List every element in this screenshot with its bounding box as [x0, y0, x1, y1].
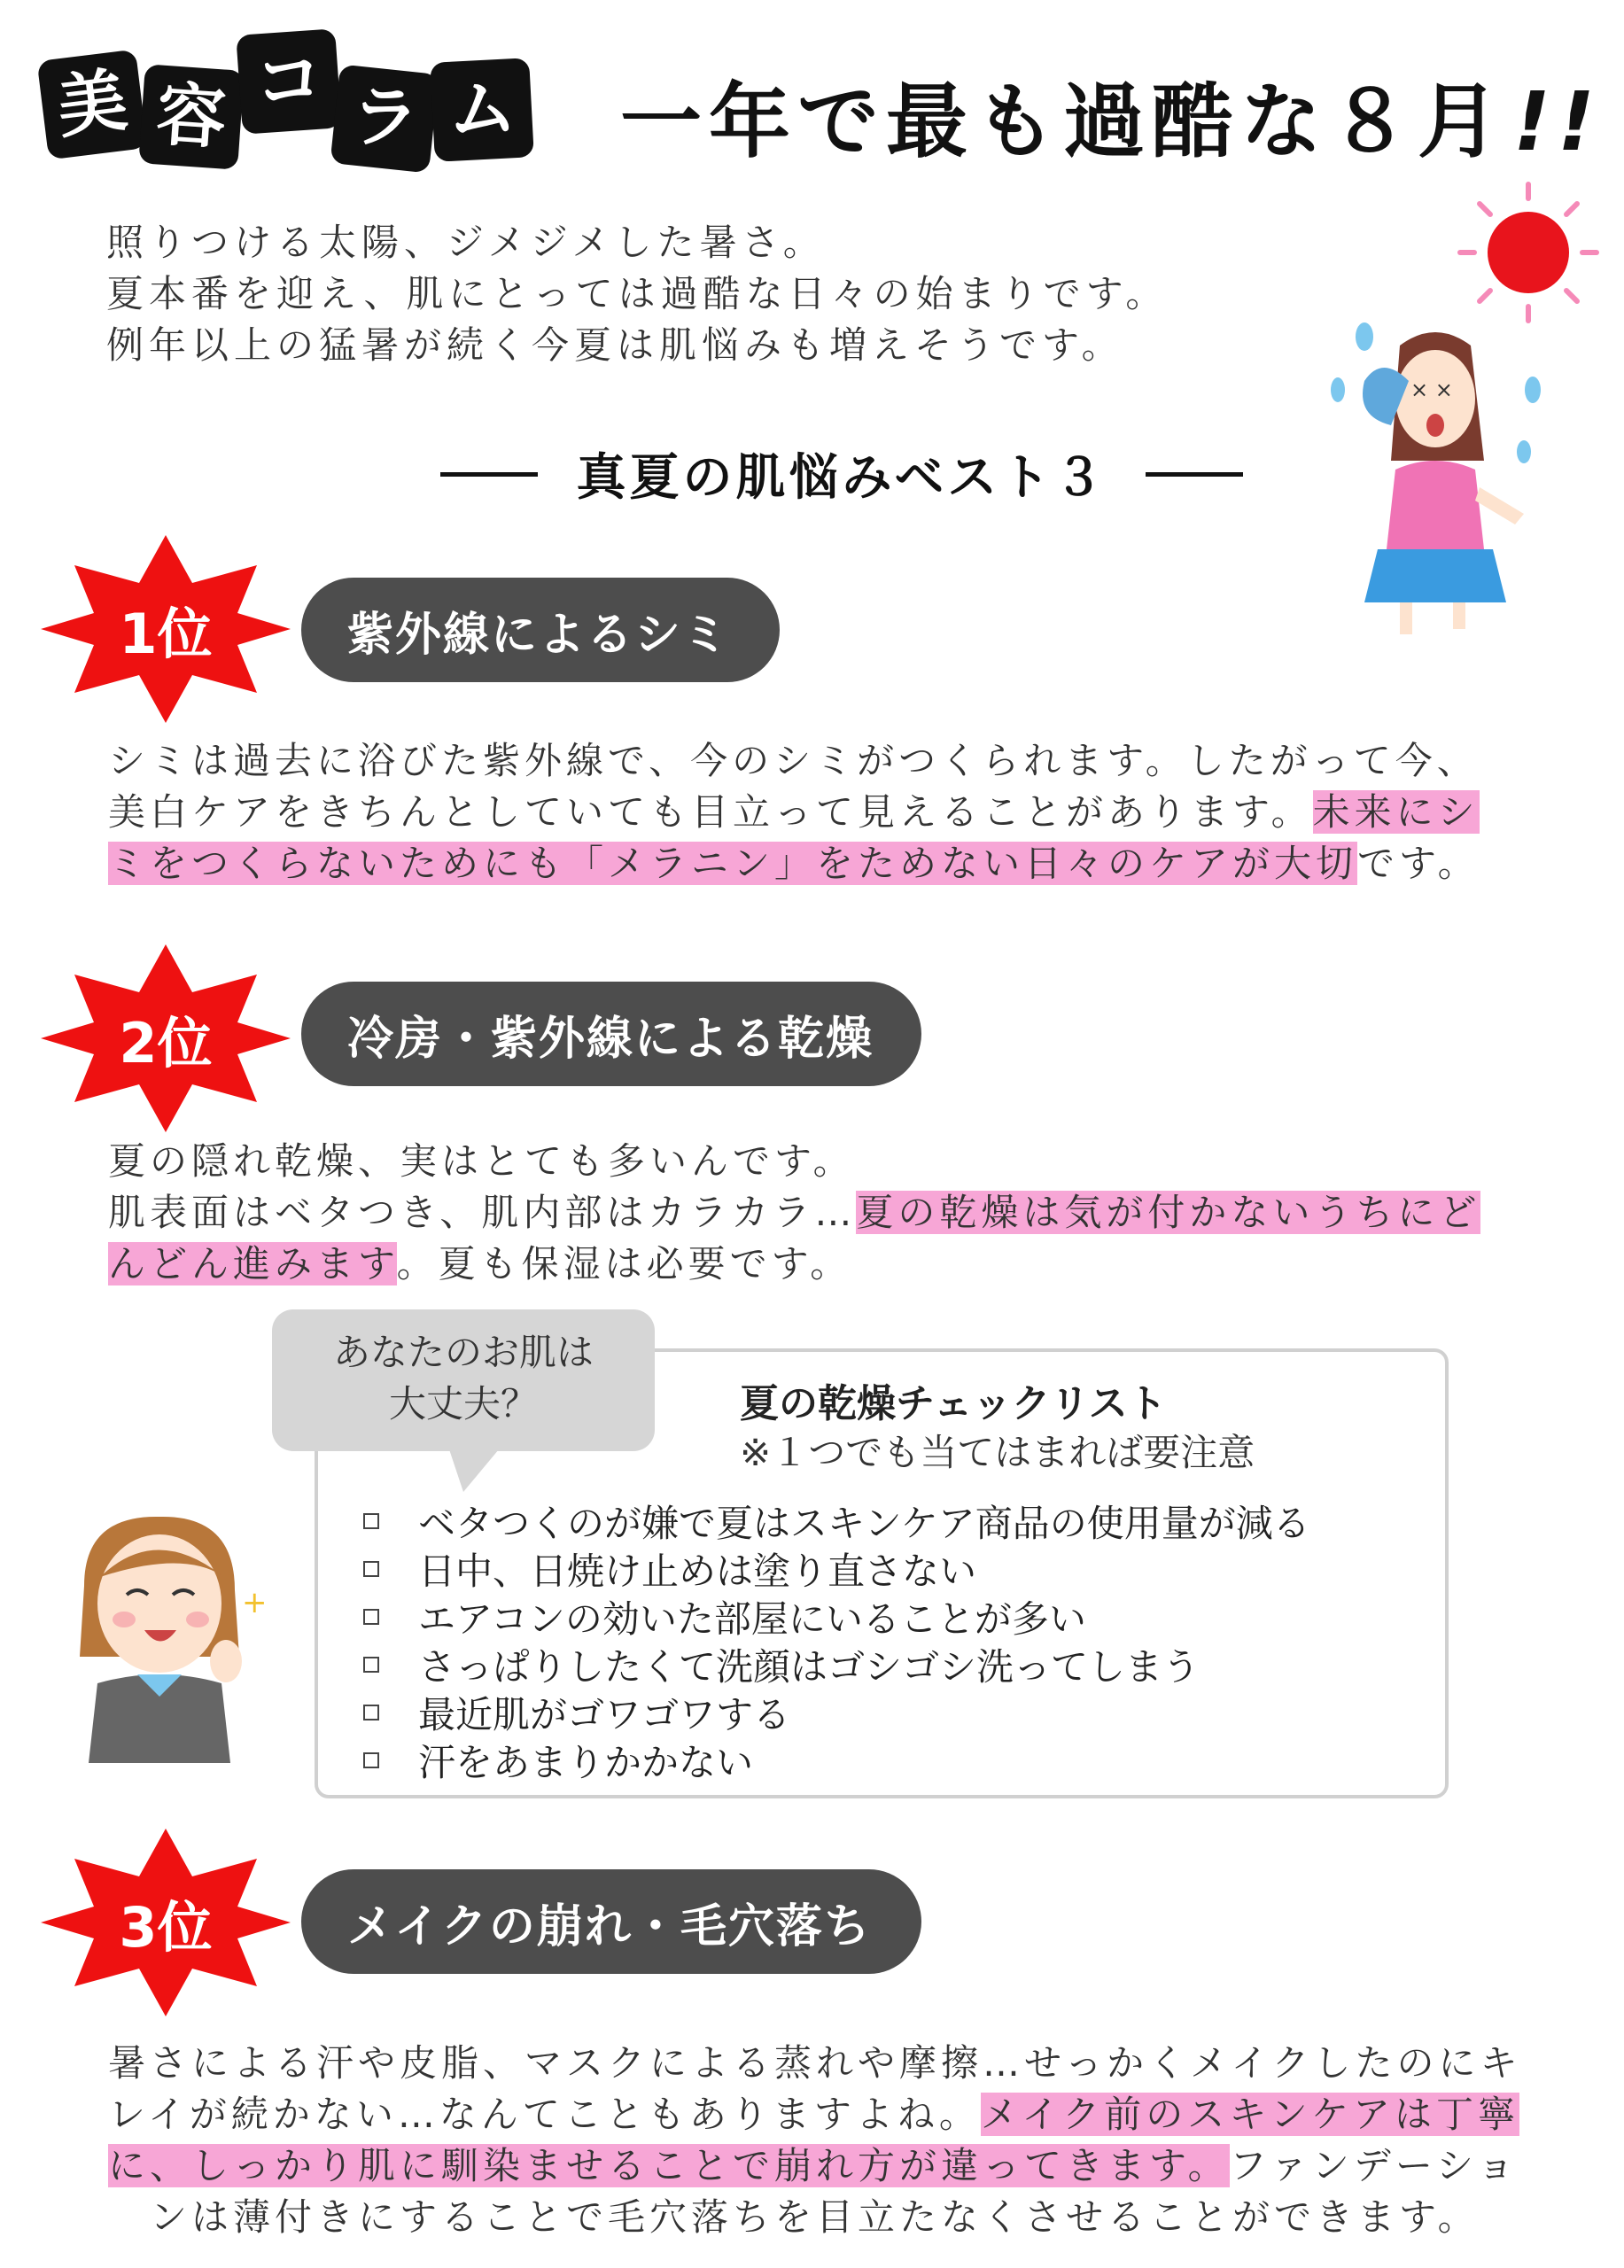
checklist-item[interactable]	[363, 1641, 1310, 1689]
best-three-heading	[434, 439, 1249, 509]
intro-line: 照りつける太陽、ジメジメした暑さ。	[106, 221, 826, 264]
checklist-item[interactable]	[363, 1736, 1310, 1784]
sweating-woman-illustration	[1302, 284, 1568, 647]
title-tile: コ	[236, 28, 342, 135]
checklist-item-label: 日中、日焼け止めは塗り直さない	[418, 1550, 977, 1593]
headline-exclamation: !!	[1513, 74, 1602, 169]
checkbox[interactable]	[363, 1609, 379, 1625]
bubble-line: 大丈夫？	[388, 1382, 538, 1425]
checklist-item[interactable]	[363, 1593, 1310, 1641]
text-line	[108, 735, 1588, 787]
checklist-item[interactable]	[363, 1689, 1310, 1736]
text-line	[108, 2192, 1588, 2243]
text-segment: ンは薄付きにすることで毛穴落ちを目立たなくさせることができます。	[108, 2195, 1480, 2239]
rank-label: 2位	[119, 1010, 213, 1076]
rank-label: 3位	[119, 1894, 213, 1960]
headline-text: 一年で最も過酷な８月	[620, 74, 1507, 169]
title-tile: ム	[430, 58, 534, 162]
highlighted-text: 夏の乾燥は気が付かないうちにど	[856, 1191, 1481, 1234]
text-line	[108, 2140, 1588, 2192]
checklist-item-label: エアコンの効いた部屋にいることが多い	[418, 1597, 1086, 1641]
title-tile: 容	[138, 64, 245, 170]
highlighted-text: ミをつくらないためにも「メラニン」をためない日々のケアが大切	[108, 842, 1358, 885]
checklist-item[interactable]	[363, 1545, 1310, 1593]
heading-rule	[440, 472, 538, 477]
text-segment: レイが続かない…なんてこともありますよね。	[108, 2093, 981, 2136]
rank-title-3: メイクの崩れ・毛穴落ち	[301, 1869, 921, 1974]
title-tile: ラ	[330, 64, 439, 173]
highlighted-text: メイク前のスキンケアは丁寧	[980, 2093, 1519, 2136]
checklist	[363, 1497, 1310, 1784]
title-tile: 美	[37, 50, 148, 160]
rank-badge-2	[37, 941, 294, 1136]
text-line	[108, 787, 1588, 838]
text-segment: シミは過去に浴びた紫外線で、今のシミがつくられます。したがって今、	[108, 739, 1479, 782]
checklist-title: 夏の乾燥チェックリスト	[740, 1381, 1167, 1426]
intro-text	[106, 217, 1168, 371]
checkbox[interactable]	[363, 1561, 379, 1577]
text-segment: 夏の隠れ乾燥、実はとても多いんです。	[108, 1139, 855, 1183]
highlighted-text: んどん進みます	[108, 1242, 397, 1285]
checklist-item-label: ベタつくのが嫌で夏はスキンケア商品の使用量が減る	[418, 1502, 1310, 1545]
svg-text:× ×: × ×	[1410, 377, 1453, 402]
checkbox[interactable]	[363, 1657, 379, 1673]
rank-3-text	[108, 2038, 1588, 2243]
rank-badge-3	[37, 1825, 294, 2020]
checkbox[interactable]	[363, 1513, 379, 1529]
bubble-line: あなたのお肌は	[332, 1331, 594, 1374]
checkbox[interactable]	[363, 1752, 379, 1768]
highlighted-text: 未来にシ	[1312, 790, 1480, 834]
rank-title-2: 冷房・紫外線による乾燥	[301, 982, 921, 1086]
intro-line: 夏本番を迎え、肌にとっては過酷な日々の始まりです。	[106, 272, 1169, 315]
text-segment: です。	[1357, 842, 1480, 885]
highlighted-text: に、しっかり肌に馴染ませることで崩れ方が違ってきます。	[108, 2144, 1230, 2187]
text-line	[108, 1136, 1588, 1187]
text-line	[108, 2089, 1588, 2140]
bubble-tail	[449, 1449, 499, 1492]
heading-rule	[1146, 472, 1243, 477]
advisor-woman-illustration	[49, 1506, 270, 1763]
rank-label: 1位	[119, 601, 213, 666]
rank-2-text	[108, 1136, 1588, 1290]
text-segment: 。夏も保湿は必要です。	[396, 1242, 852, 1285]
text-segment: 美白ケアをきちんとしていても目立って見えることがあります。	[108, 790, 1313, 834]
rank-badge-1	[37, 532, 294, 726]
rank-title-1: 紫外線によるシミ	[301, 578, 780, 682]
checklist-item[interactable]	[363, 1497, 1310, 1545]
svg-text:+: +	[242, 1585, 268, 1620]
checkbox[interactable]	[363, 1705, 379, 1720]
text-segment: 肌表面はベタつき、肌内部はカラカラ…	[108, 1191, 857, 1234]
text-line	[108, 2038, 1588, 2089]
speech-bubble	[272, 1309, 655, 1451]
text-line	[108, 1187, 1588, 1239]
checklist-item-label: さっぱりしたくて洗顔はゴシゴシ洗ってしまう	[418, 1645, 1201, 1689]
rank-1-text	[108, 735, 1588, 889]
page-headline	[620, 57, 1602, 174]
checklist-item-label: 最近肌がゴワゴワする	[418, 1693, 791, 1736]
text-segment: ファンデーショ	[1229, 2144, 1519, 2187]
intro-line: 例年以上の猛暑が続く今夏は肌悩みも増えそうです。	[106, 323, 1124, 367]
text-line	[108, 838, 1588, 889]
best-three-title: 真夏の肌悩みベスト３	[576, 449, 1107, 507]
checklist-item-label: 汗をあまりかかない	[418, 1741, 754, 1784]
checklist-note: ※１つでも当てはまれば要注意	[740, 1431, 1255, 1474]
text-segment: 暑さによる汗や皮脂、マスクによる蒸れや摩擦…せっかくメイクしたのにキ	[108, 2041, 1522, 2085]
text-line	[108, 1239, 1588, 1290]
